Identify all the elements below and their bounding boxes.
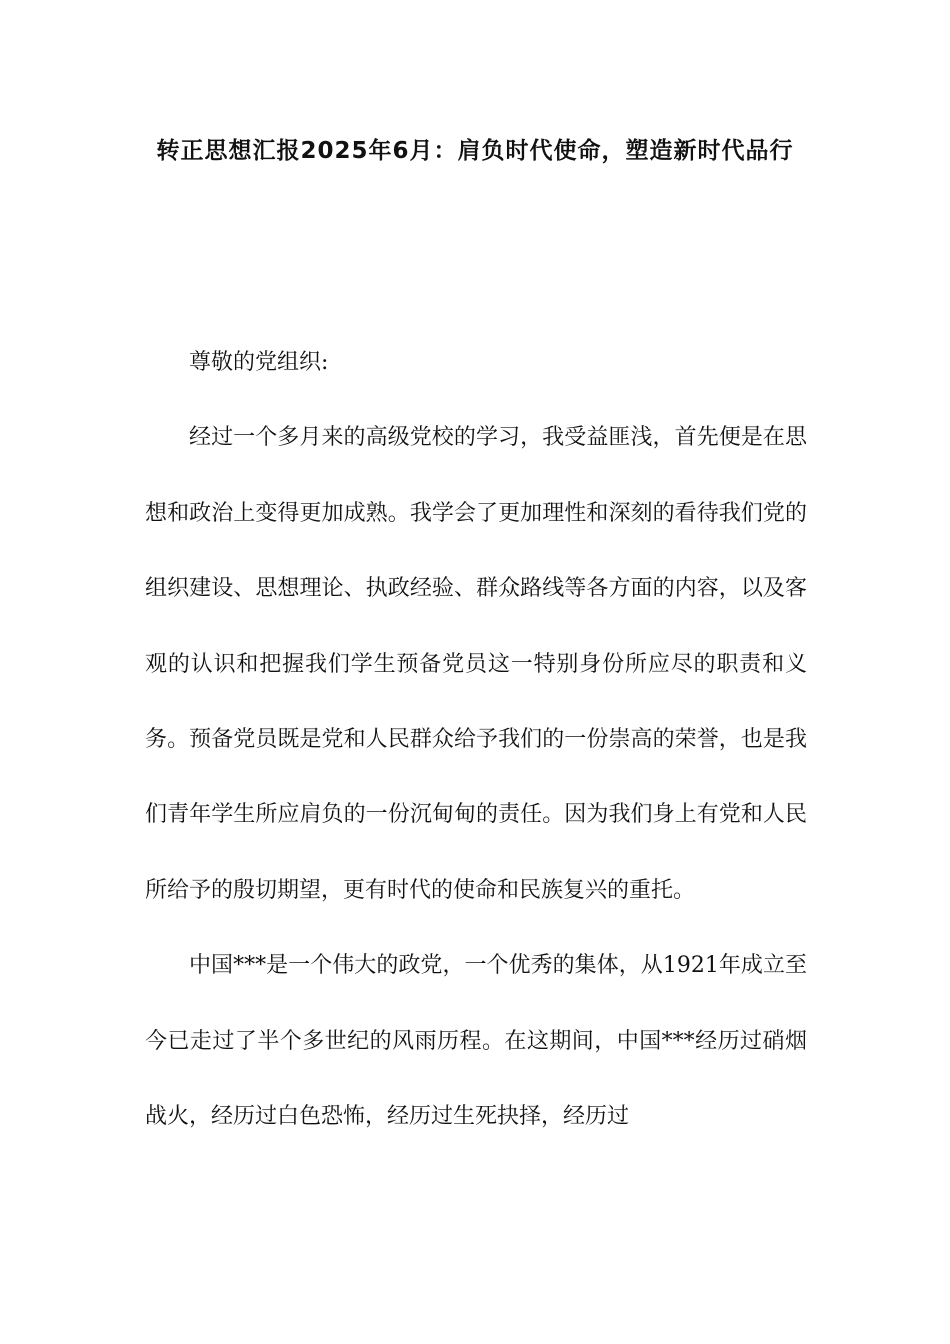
paragraph-2: 中国***是一个伟大的政党，一个优秀的集体，从1921年成立至今已走过了半个多世纪的风雨历程。在这期间，中国***经历过硝烟战火，经历过白色恐怖，经历过生死抉择，经历过 xyxy=(145,953,807,1130)
document-body xyxy=(145,325,807,1154)
salutation: 尊敬的党组织: xyxy=(189,350,329,375)
paragraph-1: 经过一个多月来的高级党校的学习，我受益匪浅，首先便是在思想和政治上变得更加成熟。我学会了更加理性和深刻的看待我们党的组织建设、思想理论、执政经验、群众路线等各方面的内容，以及客观的认识和把握我们学生预备党员这一特别身份所应尽的职责和义务。预备党员既是党和人民群众给予我们的一份崇高的荣誉，也是我们青年学生所应肩负的一份沉甸甸的责任。因为我们身上有党和人民所给予的殷切期望，更有时代的使命和民族复兴的重托。 xyxy=(145,425,807,903)
document-title: 转正思想汇报2025年6月：肩负时代使命，塑造新时代品行 xyxy=(156,138,794,164)
